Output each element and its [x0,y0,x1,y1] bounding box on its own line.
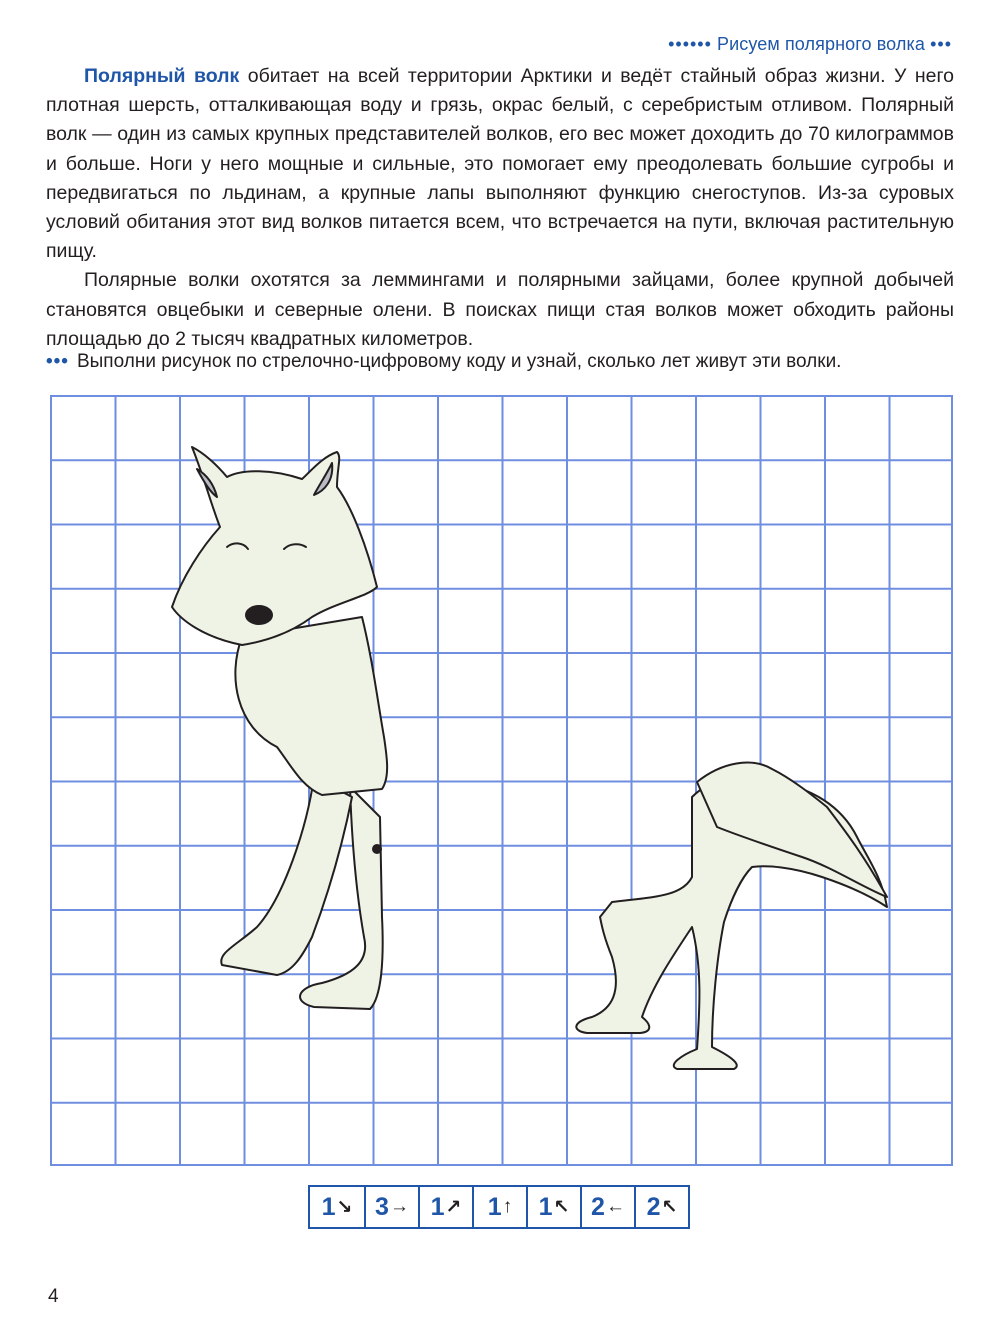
wolf-illustration [52,397,955,1168]
page-number: 4 [48,1286,59,1307]
header-dots-left: •••••• [668,34,712,54]
arrow-right-icon: → [389,1196,409,1217]
arrow-up-right-icon: ↗ [445,1196,462,1218]
arrow-down-right-icon: ↘ [336,1196,353,1218]
paragraph-1-body: обитает на всей территории Арктики и ведёт стайный образ жизни. У него плотная шерсть, отталкивающая воду и грязь, окрас белый, с серебристым отливом. Полярный волк — один из самых крупных представителей волков, его вес может доходить до 70 килограммов и больше. Ноги у него мощные и сильные, это помогает ему преодолевать большие сугробы и передвигаться по льдинам, а крупные лапы выполняют функцию снегоступов. Из-за суровых условий обитания этот вид волков питается всем, что встречается на пути, включая растительную пищу. [46,65,955,263]
arrow-up-icon: ↑ [502,1196,513,1217]
code-step [472,1187,526,1227]
step-count: 3 [375,1192,389,1221]
code-step [310,1187,364,1227]
step-count: 2 [646,1192,661,1221]
code-step [364,1187,418,1227]
step-count: 1 [487,1192,502,1221]
arrow-code [308,1185,690,1229]
section-header [668,34,952,55]
arrow-up-left-icon: ↖ [661,1196,678,1218]
code-step [526,1187,580,1227]
article-text [46,62,954,354]
wolf-front-leg [221,777,352,975]
step-count: 1 [538,1192,553,1221]
step-count: 2 [591,1192,605,1221]
arrow-up-left-icon: ↖ [553,1196,570,1218]
header-title: Рисуем полярного волка [717,34,925,54]
paragraph-1 [46,62,954,266]
code-step [580,1187,634,1227]
task-instruction [46,351,954,373]
drawing-grid[interactable] [50,395,953,1166]
arrow-left-icon: ← [605,1196,625,1217]
wolf-chest [235,617,387,795]
code-step [634,1187,688,1227]
step-count: 1 [430,1192,445,1221]
task-text: Выполни рисунок по стрелочно-цифровому коду и узнай, сколько лет живут эти волки. [76,351,842,372]
wolf-nose [246,606,272,624]
code-step [418,1187,472,1227]
start-point [372,844,382,854]
step-count: 1 [321,1192,336,1221]
header-dots-right: ••• [930,34,952,54]
term-polar-wolf: Полярный волк [84,65,240,87]
task-dots: ••• [46,351,69,372]
paragraph-2: Полярные волки охотятся за леммингами и полярными зайцами, более крупной добычей становятся овцебыки и северные олени. В поисках пищи стая волков может обходить районы площадью до 2 тысяч квадратных километров. [46,269,954,350]
